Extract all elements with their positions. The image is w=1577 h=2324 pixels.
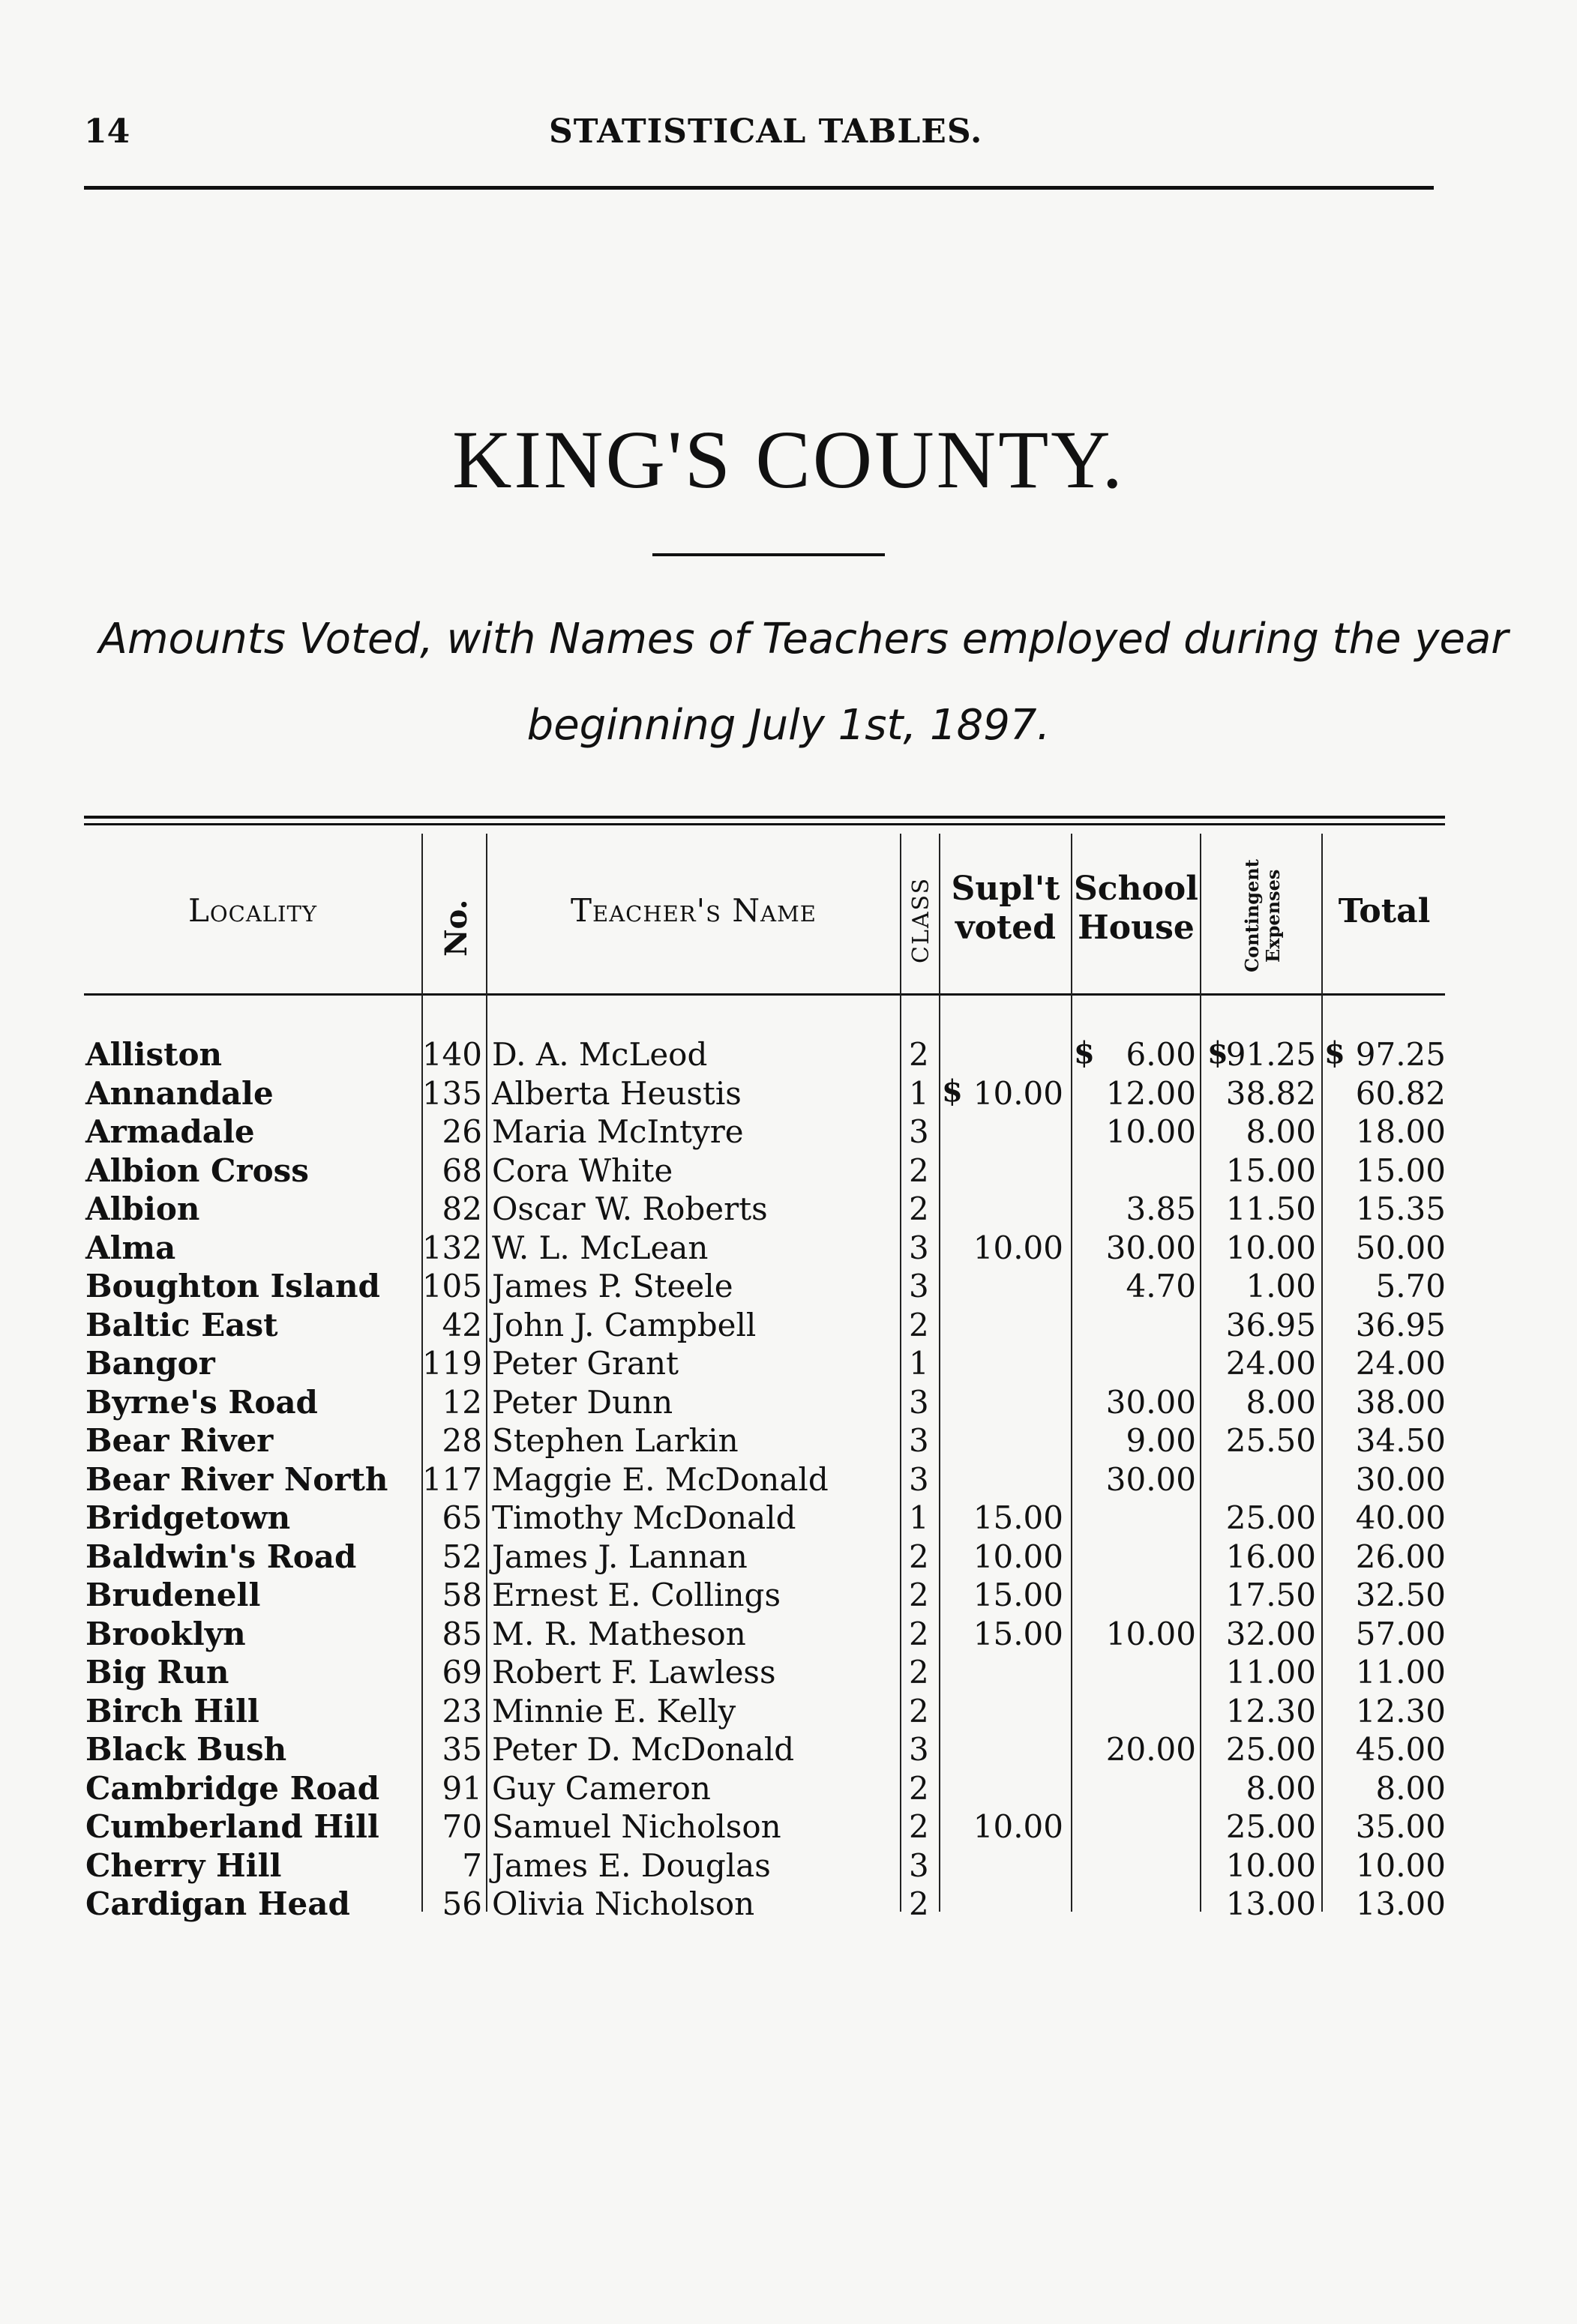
row-total: 97.25 — [1355, 1036, 1446, 1073]
row-number: 52 — [442, 1538, 482, 1575]
row-number: 105 — [421, 1268, 482, 1304]
table-row — [0, 1306, 1577, 1344]
row-supl-voted: 15.00 — [973, 1577, 1063, 1613]
row-contingent-expenses: 38.82 — [1225, 1074, 1316, 1112]
row-class: 3 — [909, 1460, 929, 1498]
row-teacher-name: Maria McIntyre — [492, 1113, 744, 1150]
row-contingent-expenses: 25.00 — [1225, 1499, 1316, 1536]
page-number: 14 — [84, 112, 130, 151]
row-number: 117 — [421, 1460, 482, 1498]
row-class: 2 — [909, 1654, 929, 1691]
row-supl-voted: 15.00 — [973, 1615, 1063, 1652]
row-contingent-expenses: 17.50 — [1225, 1577, 1316, 1613]
row-number: 42 — [442, 1306, 482, 1343]
table-row — [0, 1807, 1577, 1846]
row-contingent-expenses: 13.00 — [1225, 1885, 1316, 1922]
row-class: 3 — [909, 1229, 929, 1266]
row-school-house: 3.85 — [1126, 1190, 1196, 1227]
row-teacher-name: Samuel Nicholson — [492, 1808, 781, 1845]
row-total: 12.30 — [1355, 1692, 1446, 1730]
row-teacher-name: W. L. McLean — [492, 1229, 709, 1266]
table-top-rule-2 — [84, 823, 1445, 825]
row-class: 3 — [909, 1383, 929, 1421]
row-locality: Bear River North — [85, 1460, 388, 1498]
row-number: 69 — [442, 1654, 482, 1691]
row-number: 140 — [421, 1036, 482, 1073]
row-teacher-name: Peter Grant — [492, 1345, 679, 1382]
row-school-house: 10.00 — [1105, 1113, 1196, 1150]
subtitle-line-2: beginning July 1st, 1897. — [526, 701, 1051, 750]
row-class: 3 — [909, 1268, 929, 1304]
dollar-sign: $ — [1324, 1035, 1345, 1071]
row-class: 2 — [909, 1036, 929, 1073]
row-class: 2 — [909, 1692, 929, 1730]
row-teacher-name: Ernest E. Collings — [492, 1577, 781, 1613]
row-total: 13.00 — [1355, 1885, 1446, 1922]
row-number: 68 — [442, 1152, 482, 1189]
row-contingent-expenses: 16.00 — [1225, 1538, 1316, 1575]
row-teacher-name: Alberta Heustis — [492, 1074, 742, 1112]
row-class: 2 — [909, 1190, 929, 1227]
row-teacher-name: M. R. Matheson — [492, 1615, 746, 1652]
row-number: 70 — [442, 1808, 482, 1845]
running-head — [84, 112, 1435, 157]
row-locality: Cardigan Head — [85, 1885, 350, 1922]
row-locality: Brooklyn — [85, 1615, 246, 1652]
table-row — [0, 1460, 1577, 1499]
row-total: 35.00 — [1355, 1808, 1446, 1845]
table-row — [0, 1152, 1577, 1190]
row-locality: Baltic East — [85, 1306, 278, 1343]
row-class: 2 — [909, 1808, 929, 1845]
row-locality: Cumberland Hill — [85, 1808, 379, 1845]
column-header-supl-line-2: voted — [955, 909, 1056, 947]
column-header-school-line-2: House — [1078, 909, 1195, 947]
row-total: 10.00 — [1355, 1846, 1446, 1884]
row-school-house: 10.00 — [1105, 1615, 1196, 1652]
row-supl-voted: 10.00 — [973, 1074, 1063, 1112]
row-school-house: 20.00 — [1105, 1731, 1196, 1768]
row-school-house: 30.00 — [1105, 1229, 1196, 1266]
row-contingent-expenses: 15.00 — [1225, 1152, 1316, 1189]
row-class: 2 — [909, 1885, 929, 1922]
dollar-sign: $ — [942, 1074, 963, 1109]
row-class: 3 — [909, 1731, 929, 1768]
row-locality: Alma — [85, 1229, 176, 1266]
row-teacher-name: Maggie E. McDonald — [492, 1460, 829, 1498]
column-header-contingent: Contingent Expenses — [1241, 859, 1284, 973]
row-teacher-name: Guy Cameron — [492, 1769, 711, 1807]
table-row — [0, 1035, 1577, 1074]
row-number: 82 — [442, 1190, 482, 1227]
column-header-school-line-1: School — [1074, 870, 1198, 908]
row-contingent-expenses: 25.50 — [1225, 1422, 1316, 1459]
row-teacher-name: Minnie E. Kelly — [492, 1692, 736, 1730]
row-contingent-expenses: 32.00 — [1225, 1615, 1316, 1652]
row-locality: Black Bush — [85, 1731, 287, 1768]
row-total: 57.00 — [1355, 1615, 1446, 1652]
row-locality: Big Run — [85, 1654, 229, 1691]
row-number: 7 — [462, 1846, 482, 1884]
row-supl-voted: 10.00 — [973, 1808, 1063, 1845]
row-school-house: 4.70 — [1126, 1268, 1196, 1304]
dollar-sign: $ — [1207, 1035, 1228, 1071]
row-class: 2 — [909, 1615, 929, 1652]
row-total: 30.00 — [1355, 1460, 1446, 1498]
row-number: 23 — [442, 1692, 482, 1730]
row-teacher-name: Stephen Larkin — [492, 1422, 739, 1459]
row-class: 2 — [909, 1538, 929, 1575]
row-total: 40.00 — [1355, 1499, 1446, 1536]
row-total: 50.00 — [1355, 1229, 1446, 1266]
row-class: 2 — [909, 1577, 929, 1613]
row-total: 11.00 — [1355, 1654, 1446, 1691]
row-teacher-name: James E. Douglas — [492, 1846, 771, 1884]
row-supl-voted: 15.00 — [973, 1499, 1063, 1536]
row-locality: Albion Cross — [85, 1152, 309, 1189]
table-row — [0, 1653, 1577, 1691]
row-class: 3 — [909, 1846, 929, 1884]
row-total: 26.00 — [1355, 1538, 1446, 1575]
row-teacher-name: D. A. McLeod — [492, 1036, 708, 1073]
row-school-house: 30.00 — [1105, 1460, 1196, 1498]
row-locality: Byrne's Road — [85, 1383, 318, 1421]
row-contingent-expenses: 8.00 — [1246, 1113, 1316, 1150]
column-header-supl-line-1: Supl't — [951, 870, 1060, 908]
row-contingent-expenses: 10.00 — [1225, 1846, 1316, 1884]
row-school-house: 12.00 — [1105, 1074, 1196, 1112]
row-total: 18.00 — [1355, 1113, 1446, 1150]
subtitle-line-1: Amounts Voted, with Names of Teachers employed during the year — [98, 615, 1509, 663]
row-teacher-name: Peter D. McDonald — [492, 1731, 795, 1768]
row-contingent-expenses: 1.00 — [1246, 1268, 1316, 1304]
row-number: 135 — [421, 1074, 482, 1112]
row-locality: Birch Hill — [85, 1692, 259, 1730]
row-teacher-name: Cora White — [492, 1152, 673, 1189]
table-row — [0, 1730, 1577, 1768]
row-class: 2 — [909, 1306, 929, 1343]
row-total: 15.35 — [1355, 1190, 1446, 1227]
row-contingent-expenses: 11.50 — [1225, 1190, 1316, 1227]
table-row — [0, 1344, 1577, 1382]
column-header-locality: Locality — [188, 892, 317, 929]
row-total: 24.00 — [1355, 1345, 1446, 1382]
table-row — [0, 1267, 1577, 1305]
row-contingent-expenses: 11.00 — [1225, 1654, 1316, 1691]
table-row — [0, 1615, 1577, 1653]
column-header-teacher: Teacher's Name — [571, 892, 817, 929]
row-school-house: 9.00 — [1126, 1422, 1196, 1459]
row-class: 3 — [909, 1422, 929, 1459]
row-total: 38.00 — [1355, 1383, 1446, 1421]
table-row — [0, 1885, 1577, 1923]
row-total: 36.95 — [1355, 1306, 1446, 1343]
row-school-house: 6.00 — [1126, 1036, 1196, 1073]
row-contingent-expenses: 8.00 — [1246, 1383, 1316, 1421]
row-number: 132 — [421, 1229, 482, 1266]
row-total: 15.00 — [1355, 1152, 1446, 1189]
table-row — [0, 1846, 1577, 1885]
title-ornament-rule — [652, 553, 885, 556]
row-locality: Bangor — [85, 1345, 215, 1382]
row-supl-voted: 10.00 — [973, 1538, 1063, 1575]
table-row — [0, 1499, 1577, 1537]
table-top-rule — [84, 816, 1445, 819]
table-row — [0, 1692, 1577, 1730]
table-row — [0, 1229, 1577, 1267]
row-contingent-expenses: 24.00 — [1225, 1345, 1316, 1382]
row-class: 3 — [909, 1113, 929, 1150]
row-locality: Bear River — [85, 1422, 274, 1459]
row-contingent-expenses: 25.00 — [1225, 1731, 1316, 1768]
county-title: KING'S COUNTY. — [451, 414, 1126, 505]
row-teacher-name: Timothy McDonald — [492, 1499, 796, 1536]
row-number: 58 — [442, 1577, 482, 1613]
row-locality: Cherry Hill — [85, 1846, 282, 1884]
row-locality: Baldwin's Road — [85, 1538, 357, 1575]
row-total: 45.00 — [1355, 1731, 1446, 1768]
row-locality: Armadale — [85, 1113, 255, 1150]
table-row — [0, 1538, 1577, 1576]
row-contingent-expenses: 91.25 — [1225, 1036, 1316, 1073]
dollar-sign: $ — [1074, 1035, 1095, 1071]
row-number: 85 — [442, 1615, 482, 1652]
row-number: 35 — [442, 1731, 482, 1768]
row-contingent-expenses: 25.00 — [1225, 1808, 1316, 1845]
row-teacher-name: Peter Dunn — [492, 1383, 673, 1421]
row-teacher-name: James P. Steele — [492, 1268, 733, 1304]
row-class: 1 — [909, 1345, 929, 1382]
row-class: 2 — [909, 1152, 929, 1189]
table-header-rule — [84, 993, 1445, 996]
row-contingent-expenses: 12.30 — [1225, 1692, 1316, 1730]
table-row — [0, 1190, 1577, 1228]
row-number: 56 — [442, 1885, 482, 1922]
row-locality: Albion — [85, 1190, 200, 1227]
row-total: 34.50 — [1355, 1422, 1446, 1459]
table-row — [0, 1074, 1577, 1113]
table-row — [0, 1576, 1577, 1614]
row-teacher-name: John J. Campbell — [492, 1306, 757, 1343]
column-header-total: Total — [1338, 892, 1431, 930]
row-locality: Brudenell — [85, 1577, 261, 1613]
column-header-class: CLASS — [908, 876, 934, 963]
column-header-no: No. — [439, 899, 474, 957]
row-locality: Alliston — [85, 1036, 223, 1073]
row-teacher-name: Robert F. Lawless — [492, 1654, 776, 1691]
row-number: 119 — [421, 1345, 482, 1382]
row-class: 1 — [909, 1499, 929, 1536]
row-supl-voted: 10.00 — [973, 1229, 1063, 1266]
row-teacher-name: James J. Lannan — [492, 1538, 748, 1575]
running-title: STATISTICAL TABLES. — [549, 112, 983, 151]
row-number: 91 — [442, 1769, 482, 1807]
row-locality: Bridgetown — [85, 1499, 291, 1536]
row-number: 12 — [442, 1383, 482, 1421]
row-class: 2 — [909, 1769, 929, 1807]
row-total: 5.70 — [1375, 1268, 1446, 1304]
table-row — [0, 1113, 1577, 1151]
row-teacher-name: Oscar W. Roberts — [492, 1190, 768, 1227]
row-contingent-expenses: 10.00 — [1225, 1229, 1316, 1266]
row-contingent-expenses: 36.95 — [1225, 1306, 1316, 1343]
table-row — [0, 1383, 1577, 1421]
header-rule — [84, 186, 1434, 190]
row-school-house: 30.00 — [1105, 1383, 1196, 1421]
row-number: 65 — [442, 1499, 482, 1536]
table-row — [0, 1769, 1577, 1807]
row-locality: Boughton Island — [85, 1268, 380, 1304]
row-locality: Cambridge Road — [85, 1769, 380, 1807]
row-teacher-name: Olivia Nicholson — [492, 1885, 755, 1922]
row-number: 28 — [442, 1422, 482, 1459]
row-total: 32.50 — [1355, 1577, 1446, 1613]
row-class: 1 — [909, 1074, 929, 1112]
row-total: 60.82 — [1355, 1074, 1446, 1112]
row-contingent-expenses: 8.00 — [1246, 1769, 1316, 1807]
table-row — [0, 1421, 1577, 1460]
row-locality: Annandale — [85, 1074, 274, 1112]
row-number: 26 — [442, 1113, 482, 1150]
row-total: 8.00 — [1375, 1769, 1446, 1807]
